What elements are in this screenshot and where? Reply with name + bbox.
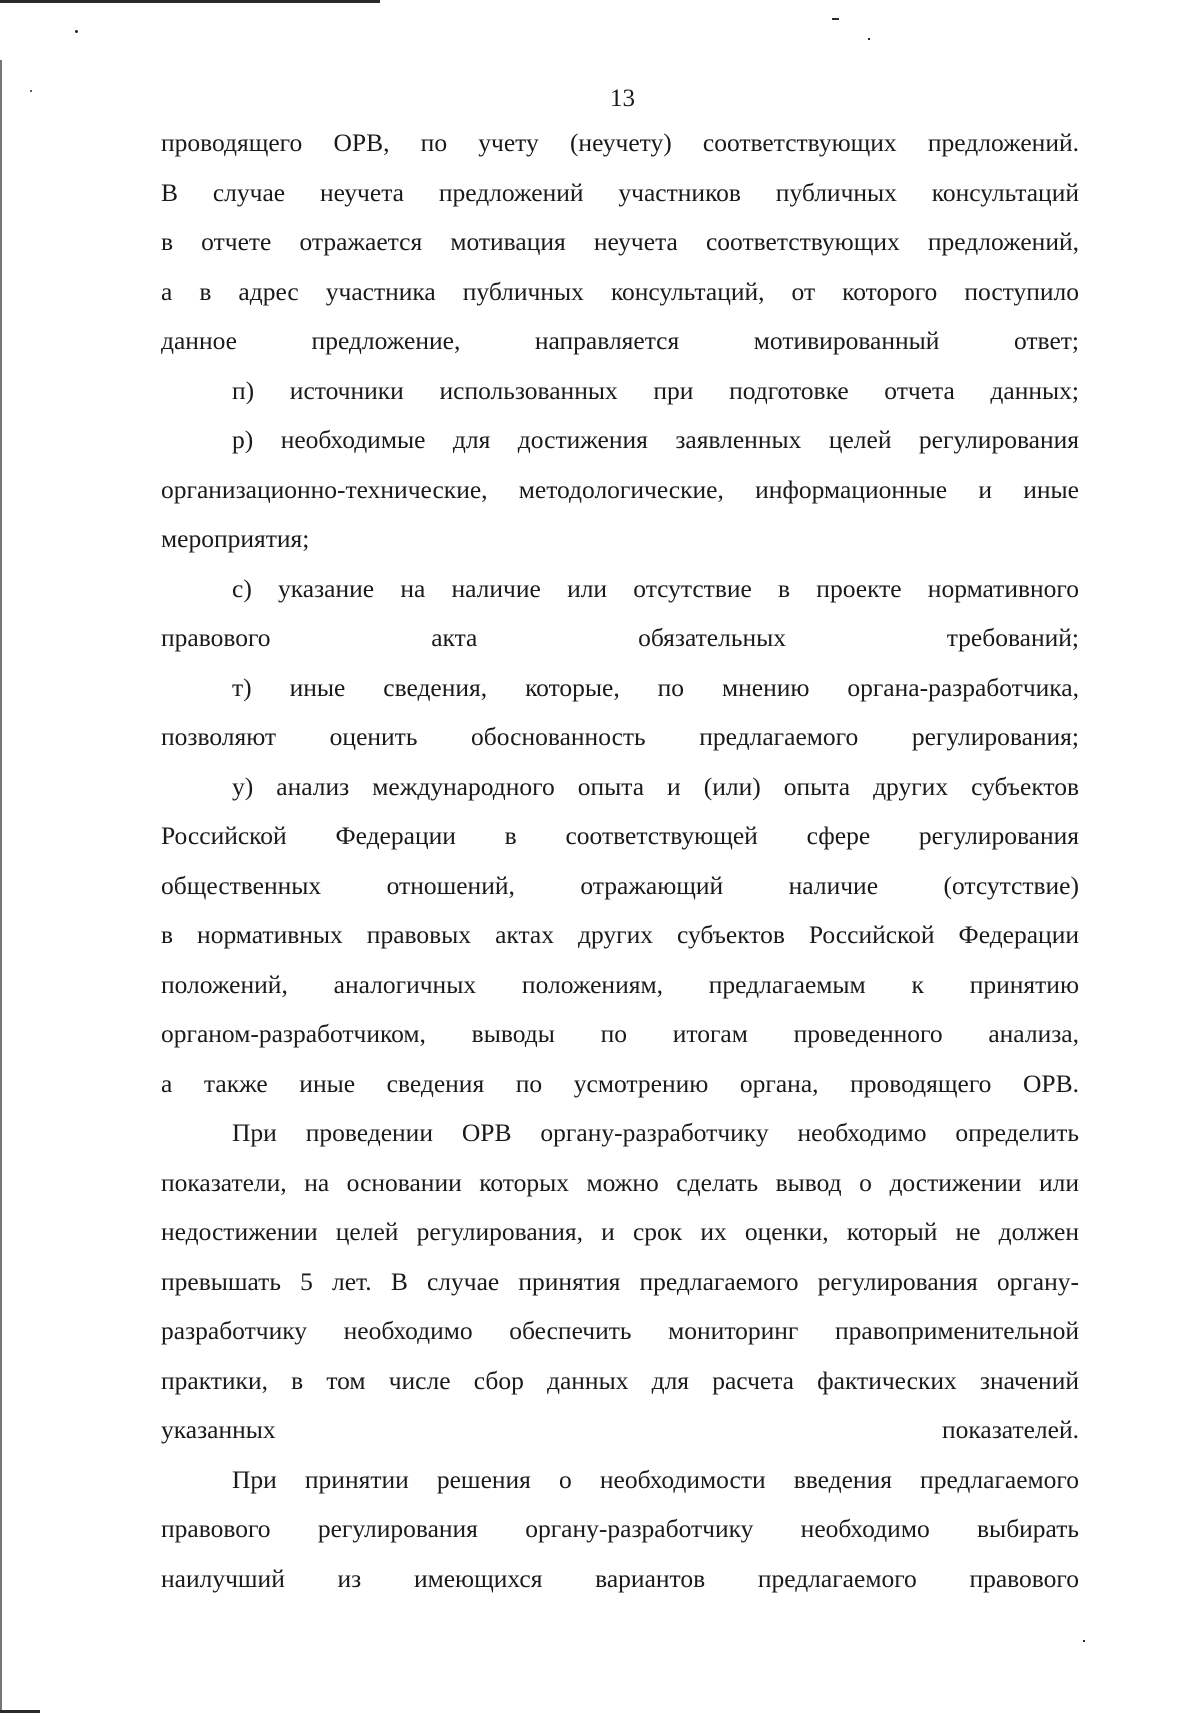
text-line: позволяют оценить обоснованность предлагаемого регулирования; [161,722,1079,751]
text-line: правового регулирования органу-разработчику необходимо выбирать [161,1514,1079,1543]
text-line: Российской Федерации в соответствующей сфере регулирования [161,821,1079,850]
text-line: разработчику необходимо обеспечить мониторинг правоприменительной [161,1316,1079,1345]
text-line: органом-разработчиком, выводы по итогам проведенного анализа, [161,1019,1079,1048]
scan-dot [868,38,870,40]
text-line: с) указание на наличие или отсутствие в проекте нормативного [232,573,1079,603]
text-line: у) анализ международного опыта и (или) опыта других субъектов [232,771,1079,801]
text-line: правового акта обязательных требований; [161,623,1079,652]
text-line: превышать 5 лет. В случае принятия предлагаемого регулирования органу- [161,1266,1079,1296]
paragraph [161,366,1079,416]
text-line: т) иные сведения, которые, по мнению органа-разработчика, [232,672,1079,702]
scan-dot [1083,1640,1085,1642]
text-line: При принятии решения о необходимости введения предлагаемого [232,1464,1079,1494]
text-line: в нормативных правовых актах других субъектов Российской Федерации [161,920,1079,949]
text-line: а также иные сведения по усмотрению органа, проводящего ОРВ. [161,1068,1079,1098]
text-line: общественных отношений, отражающий наличие (отсутствие) [161,870,1079,900]
paragraph [161,415,1079,564]
paragraph [161,1455,1079,1604]
text-line: данное предложение, направляется мотивированный ответ; [161,326,1079,355]
document-body [161,118,1079,1603]
scan-dot [832,18,839,20]
text-line: практики, в том числе сбор данных для расчета фактических значений [161,1365,1079,1395]
text-line: При проведении ОРВ органу-разработчику необходимо определить [232,1118,1079,1147]
paragraph [161,762,1079,1109]
text-line: наилучший из имеющихся вариантов предлагаемого правового [161,1563,1079,1593]
text-line: положений, аналогичных положениям, предлагаемым к принятию [161,969,1079,999]
scan-edge-bottom [0,1710,40,1713]
scan-dot [75,30,78,33]
paragraph [161,564,1079,663]
page-number: 13 [610,85,635,112]
paragraph [161,118,1079,366]
scan-edge-left [0,60,2,1710]
paragraph [161,1108,1079,1455]
text-line: показатели, на основании которых можно сделать вывод о достижении или [161,1167,1079,1197]
text-line: п) источники использованных при подготовке отчета данных; [232,375,1079,405]
text-line: недостижении целей регулирования, и срок их оценки, который не должен [161,1217,1079,1246]
text-line: р) необходимые для достижения заявленных целей регулирования [232,425,1079,454]
text-line: в отчете отражается мотивация неучета соответствующих предложений, [161,227,1079,256]
text-line: указанных показателей. [161,1415,1079,1444]
text-line: организационно-технические, методологические, информационные и иные [161,474,1079,504]
paragraph [161,663,1079,762]
text-line: мероприятия; [161,524,310,553]
scan-edge-top [0,0,380,3]
text-line: а в адрес участника публичных консультаций, от которого поступило [161,276,1079,306]
text-line: проводящего ОРВ, по учету (неучету) соответствующих предложений. [161,128,1079,157]
text-line: В случае неучета предложений участников публичных консультаций [161,177,1079,207]
